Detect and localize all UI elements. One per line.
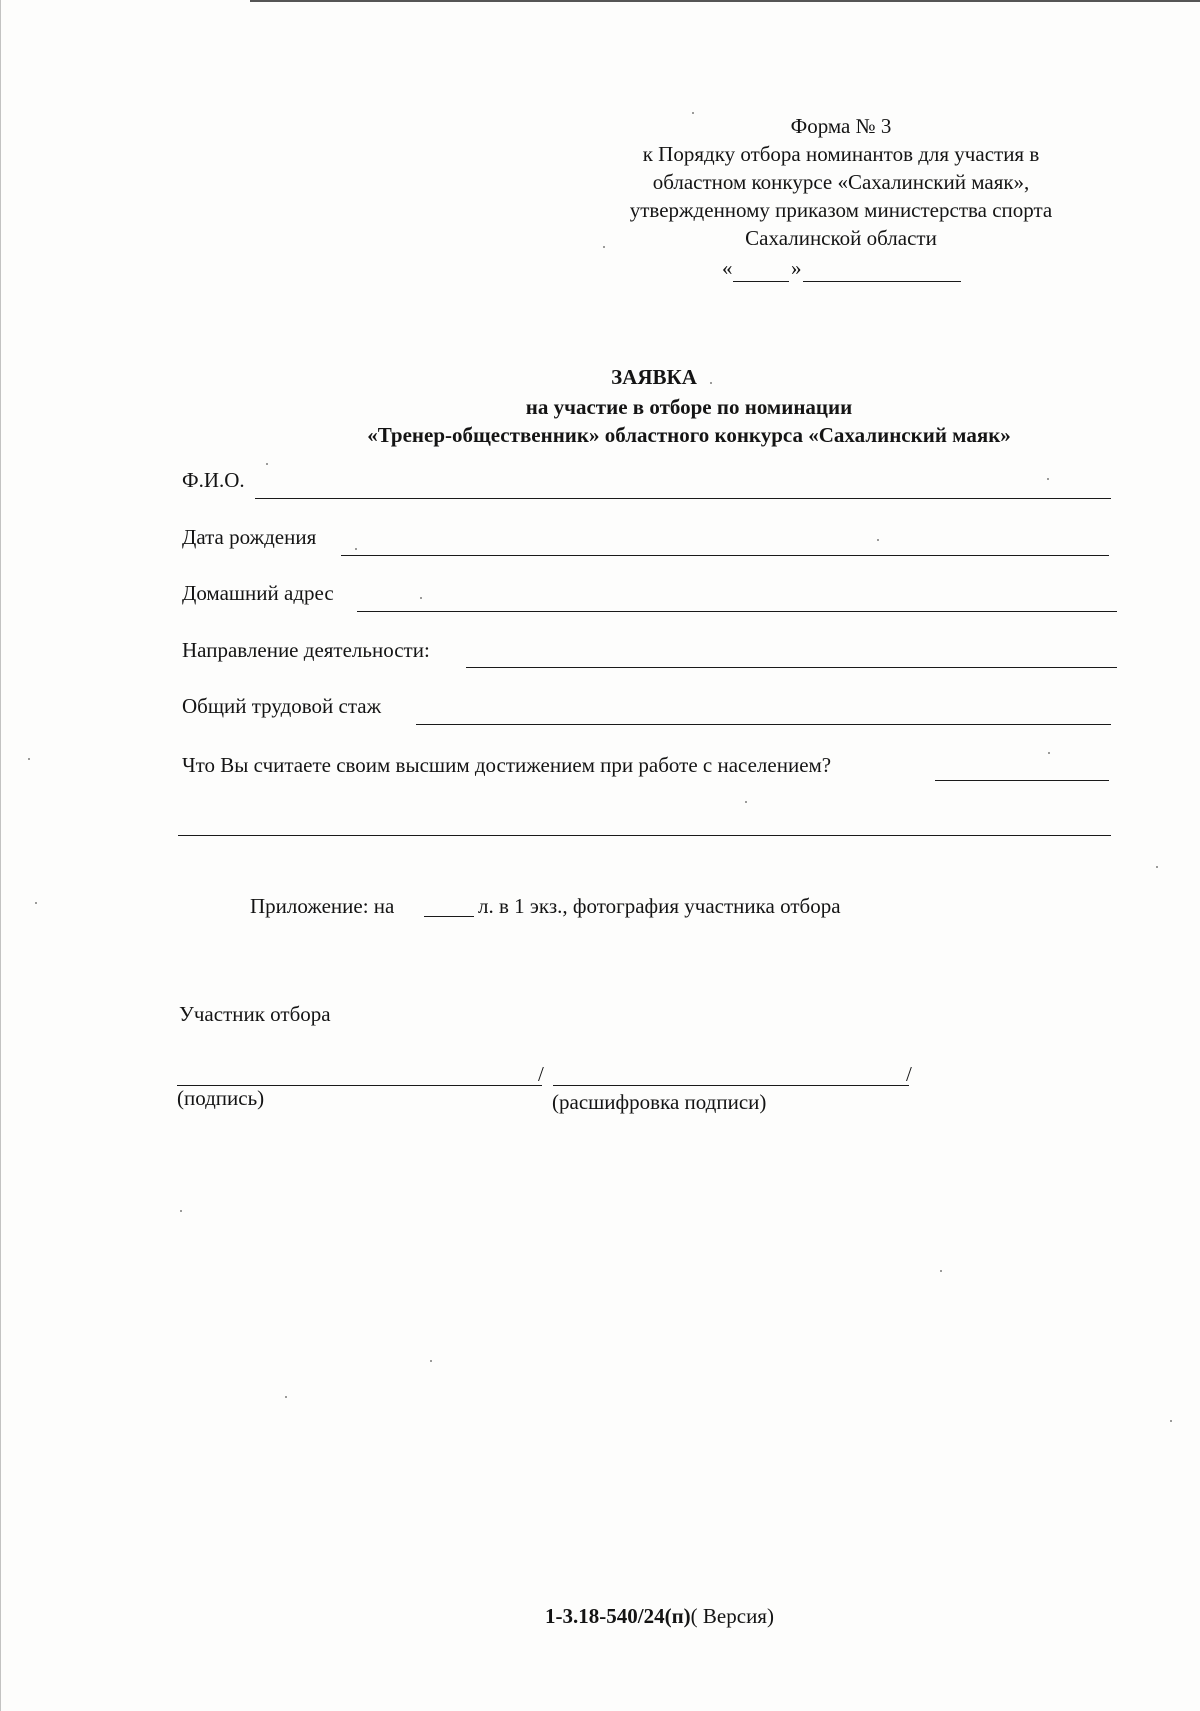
fio-field[interactable] (255, 498, 1111, 499)
header-line-4: Сахалинской области (745, 226, 937, 250)
scan-speck (692, 112, 694, 114)
title-line-3: «Тренер-общественник» областного конкурса «Сахалинский маяк» (367, 423, 1011, 447)
scan-speck (180, 1210, 182, 1212)
scan-speck (285, 1396, 287, 1398)
attachment-suffix: л. в 1 экз., фотография участника отбора (478, 894, 841, 918)
header-line-1: к Порядку отбора номинантов для участия в (642, 142, 1040, 166)
scan-speck (710, 382, 712, 384)
document-version: ( Версия) (690, 1604, 774, 1628)
date-month-year-blank[interactable] (803, 281, 961, 282)
scan-speck (877, 539, 879, 541)
title-line-2: на участие в отборе по номинации (525, 395, 853, 419)
scan-speck (266, 463, 268, 465)
scan-speck (420, 597, 422, 599)
scan-speck (1170, 1420, 1172, 1422)
document-code: 1-3.18-540/24(п) (545, 1604, 691, 1628)
attachment-prefix: Приложение: на (250, 894, 395, 918)
scan-speck (430, 1360, 432, 1362)
scan-speck (940, 1270, 942, 1272)
achievement-field-line-2[interactable] (178, 835, 1111, 836)
birth-date-label: Дата рождения (182, 525, 317, 549)
date-day-blank[interactable] (733, 281, 789, 282)
activity-label: Направление деятельности: (182, 638, 430, 662)
fio-label: Ф.И.О. (182, 468, 245, 492)
signature-slash-1: / (538, 1062, 544, 1086)
work-experience-field[interactable] (416, 724, 1111, 725)
signature-decoding-field[interactable] (553, 1085, 909, 1086)
scan-speck (1048, 752, 1050, 754)
scan-left-edge (0, 0, 1, 1711)
form-number: Форма № 3 (790, 114, 892, 138)
achievement-label: Что Вы считаете своим высшим достижением при работе с населением? (182, 753, 832, 777)
home-address-field[interactable] (357, 611, 1117, 612)
signature-slash-2: / (906, 1062, 912, 1086)
document-title: ЗАЯВКА (611, 365, 697, 389)
activity-field[interactable] (466, 667, 1117, 668)
scan-speck (35, 902, 37, 904)
signature-decoding-caption: (расшифровка подписи) (552, 1090, 767, 1114)
signature-caption: (подпись) (177, 1086, 265, 1110)
work-experience-label: Общий трудовой стаж (182, 694, 382, 718)
attachment-pages-field[interactable] (424, 916, 474, 917)
header-line-2: областном конкурсе «Сахалинский маяк», (652, 170, 1030, 194)
birth-date-field[interactable] (341, 555, 1109, 556)
header-line-3: утвержденному приказом министерства спорта (629, 198, 1053, 222)
scan-speck (355, 548, 357, 550)
date-close-quote: » (791, 256, 802, 280)
scan-top-edge (250, 0, 1200, 2)
achievement-field-end[interactable] (935, 780, 1109, 781)
scan-speck (1156, 866, 1158, 868)
home-address-label: Домашний адрес (182, 581, 334, 605)
scan-speck (28, 758, 30, 760)
scan-speck (603, 246, 605, 248)
date-open-quote: « (722, 256, 733, 280)
participant-label: Участник отбора (179, 1002, 331, 1026)
scan-speck (745, 801, 747, 803)
scan-speck (1047, 478, 1049, 480)
document-code-footer (545, 1606, 774, 1627)
